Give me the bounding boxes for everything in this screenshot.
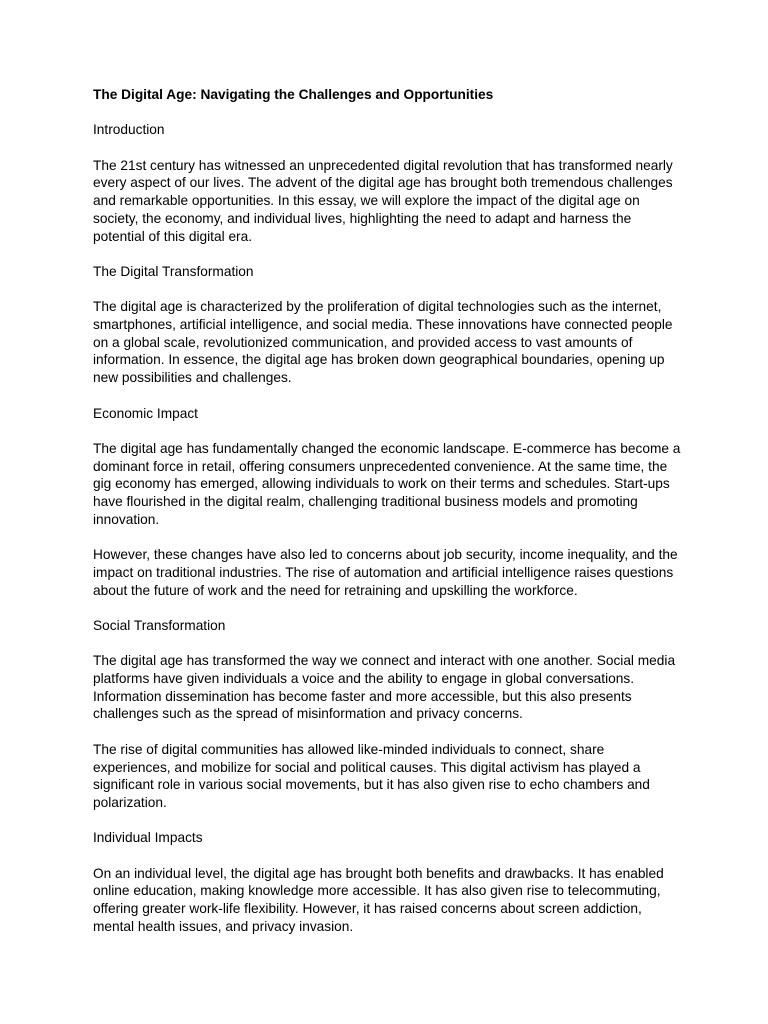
section-introduction (93, 121, 683, 245)
document-page (93, 86, 683, 953)
section-individual-impacts (93, 829, 683, 935)
paragraph: The digital age has transformed the way we connect and interact with one another. Social media platforms have given individuals a voice and the ability to engage in global conversations. Information dissemination has become faster and more accessible, but this also presents challenges such as the spread of misinformation and privacy concerns. (93, 653, 676, 722)
paragraph: The 21st century has witnessed an unprecedented digital revolution that has transformed nearly every aspect of our lives. The advent of the digital age has brought both tremendous challenges and remarkable opportunities. In this essay, we will explore the impact of the digital age on society, the economy, and individual lives, highlighting the need to adapt and harness the potential of this digital era. (93, 157, 673, 244)
section-heading: Introduction (93, 122, 165, 138)
paragraph: The digital age is characterized by the proliferation of digital technologies such as the internet, smartphones, artificial intelligence, and social media. These innovations have connected people on a global scale, revolutionized communication, and provided access to vast amounts of information. In essence, the digital age has broken down geographical boundaries, opening up new possibilities and challenges. (93, 299, 673, 386)
section-heading: Social Transformation (93, 617, 226, 633)
document-title: The Digital Age: Navigating the Challenges and Opportunities (93, 87, 494, 102)
paragraph: The rise of digital communities has allowed like-minded individuals to connect, share experiences, and mobilize for social and political causes. This digital activism has played a significant role in various social movements, but it has also given rise to echo chambers and polarization. (93, 741, 650, 810)
section-social-transformation (93, 617, 683, 812)
paragraph: The digital age has fundamentally changed the economic landscape. E-commerce has become a dominant force in retail, offering consumers unprecedented convenience. At the same time, the gig economy has emerged, allowing individuals to work on their terms and schedules. Start-ups have flourished in the digital realm, challenging traditional business models and promoting innovation. (93, 440, 681, 527)
paragraph: However, these changes have also led to concerns about job security, income inequality, and the impact on traditional industries. The rise of automation and artificial intelligence raises questions about the future of work and the need for retraining and upskilling the workforce. (93, 547, 678, 598)
paragraph: On an individual level, the digital age has brought both benefits and drawbacks. It has enabled online education, making knowledge more accessible. It has also given rise to telecommuting, offering greater work-life flexibility. However, it has raised concerns about screen addiction, mental health issues, and privacy invasion. (93, 865, 664, 934)
section-economic-impact (93, 405, 683, 600)
section-heading: The Digital Transformation (93, 263, 254, 279)
section-heading: Economic Impact (93, 405, 198, 421)
section-heading: Individual Impacts (93, 830, 203, 846)
section-digital-transformation (93, 263, 683, 387)
